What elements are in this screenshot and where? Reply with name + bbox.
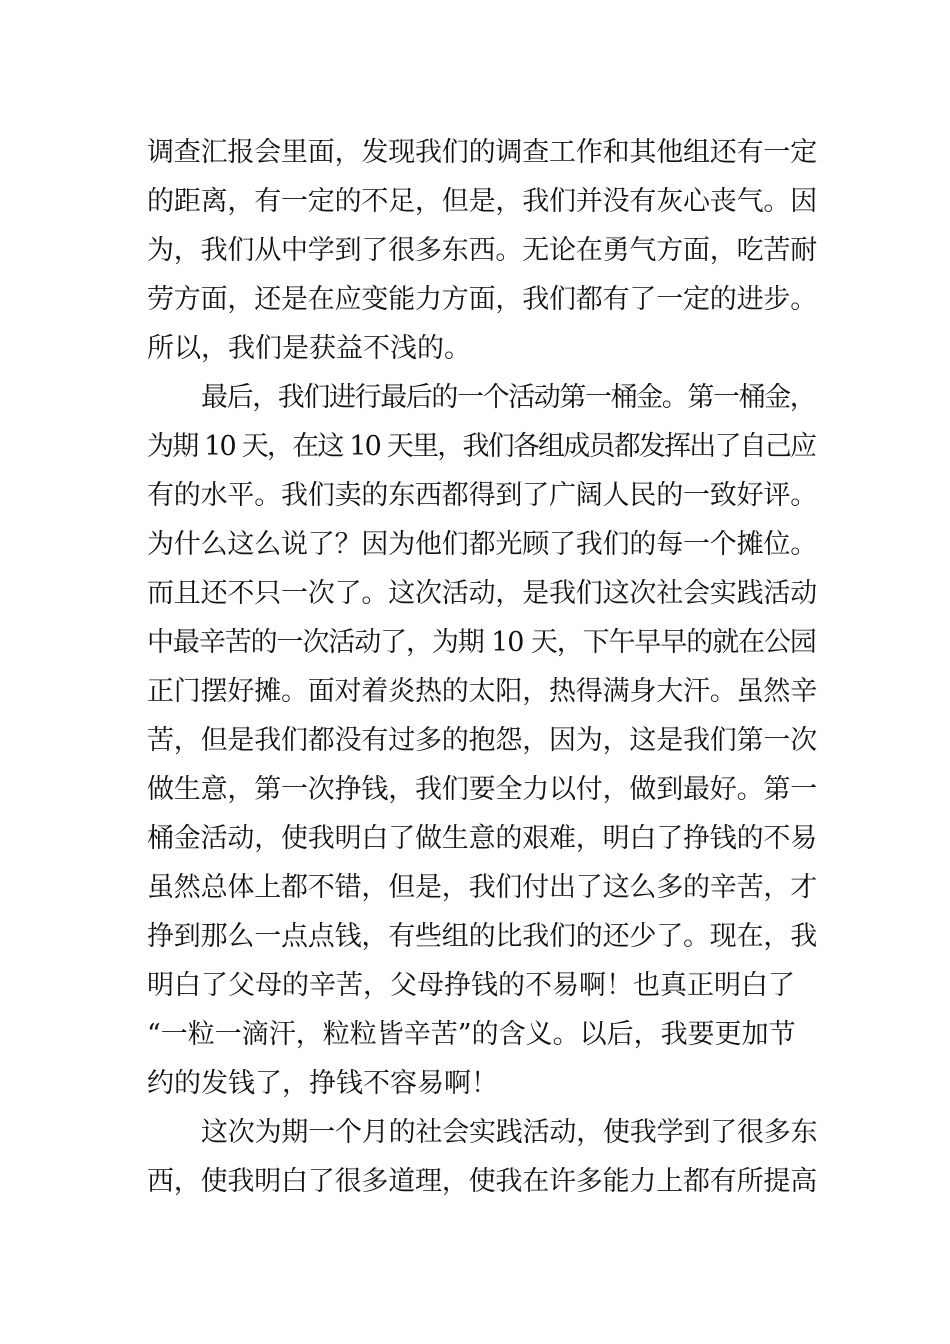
text-line: 西，使我明白了很多道理，使我在许多能力上都有所提高 [147, 1166, 817, 1197]
text-line: 的距离，有一定的不足，但是，我们并没有灰心丧气。因 [147, 186, 817, 217]
text-line: 做生意，第一次挣钱，我们要全力以付，做到最好。第一 [147, 774, 817, 805]
text-line: 为，我们从中学到了很多东西。无论在勇气方面，吃苦耐 [147, 235, 817, 266]
text-line: 所以，我们是获益不浅的。 [147, 333, 471, 364]
text-line: 挣到那么一点点钱，有些组的比我们的还少了。现在，我 [147, 921, 817, 952]
text-line: 调查汇报会里面，发现我们的调查工作和其他组还有一定 [147, 137, 817, 168]
paragraph-first-line: 最后，我们进行最后的一个活动第一桶金。第一桶金， [201, 382, 816, 413]
text-line: 桶金活动，使我明白了做生意的艰难，明白了挣钱的不易 [147, 823, 817, 854]
text-line: 而且还不只一次了。这次活动，是我们这次社会实践活动 [147, 578, 817, 609]
document-body [147, 128, 817, 1206]
paragraph-first-line: 这次为期一个月的社会实践活动，使我学到了很多东 [201, 1117, 818, 1148]
text-line: 为期 10 天，在这 10 天里，我们各组成员都发挥出了自己应 [147, 431, 816, 462]
text-line: 正门摆好摊。面对着炎热的太阳，热得满身大汗。虽然辛 [147, 676, 817, 707]
text-line: 约的发钱了，挣钱不容易啊！ [147, 1068, 498, 1099]
text-line: “一粒一滴汗，粒粒皆辛苦”的含义。以后，我要更加节 [147, 1019, 796, 1050]
text-line: 为什么这么说了？因为他们都光顾了我们的每一个摊位。 [147, 529, 817, 560]
text-line: 苦，但是我们都没有过多的抱怨，因为，这是我们第一次 [147, 725, 817, 756]
text-line: 有的水平。我们卖的东西都得到了广阔人民的一致好评。 [147, 480, 817, 511]
text-line: 中最辛苦的一次活动了，为期 10 天，下午早早的就在公园 [147, 627, 816, 658]
text-line: 虽然总体上都不错，但是，我们付出了这么多的辛苦，才 [147, 872, 817, 903]
text-line: 明白了父母的辛苦，父母挣钱的不易啊！也真正明白了 [147, 970, 795, 1001]
text-line: 劳方面，还是在应变能力方面，我们都有了一定的进步。 [147, 284, 817, 315]
